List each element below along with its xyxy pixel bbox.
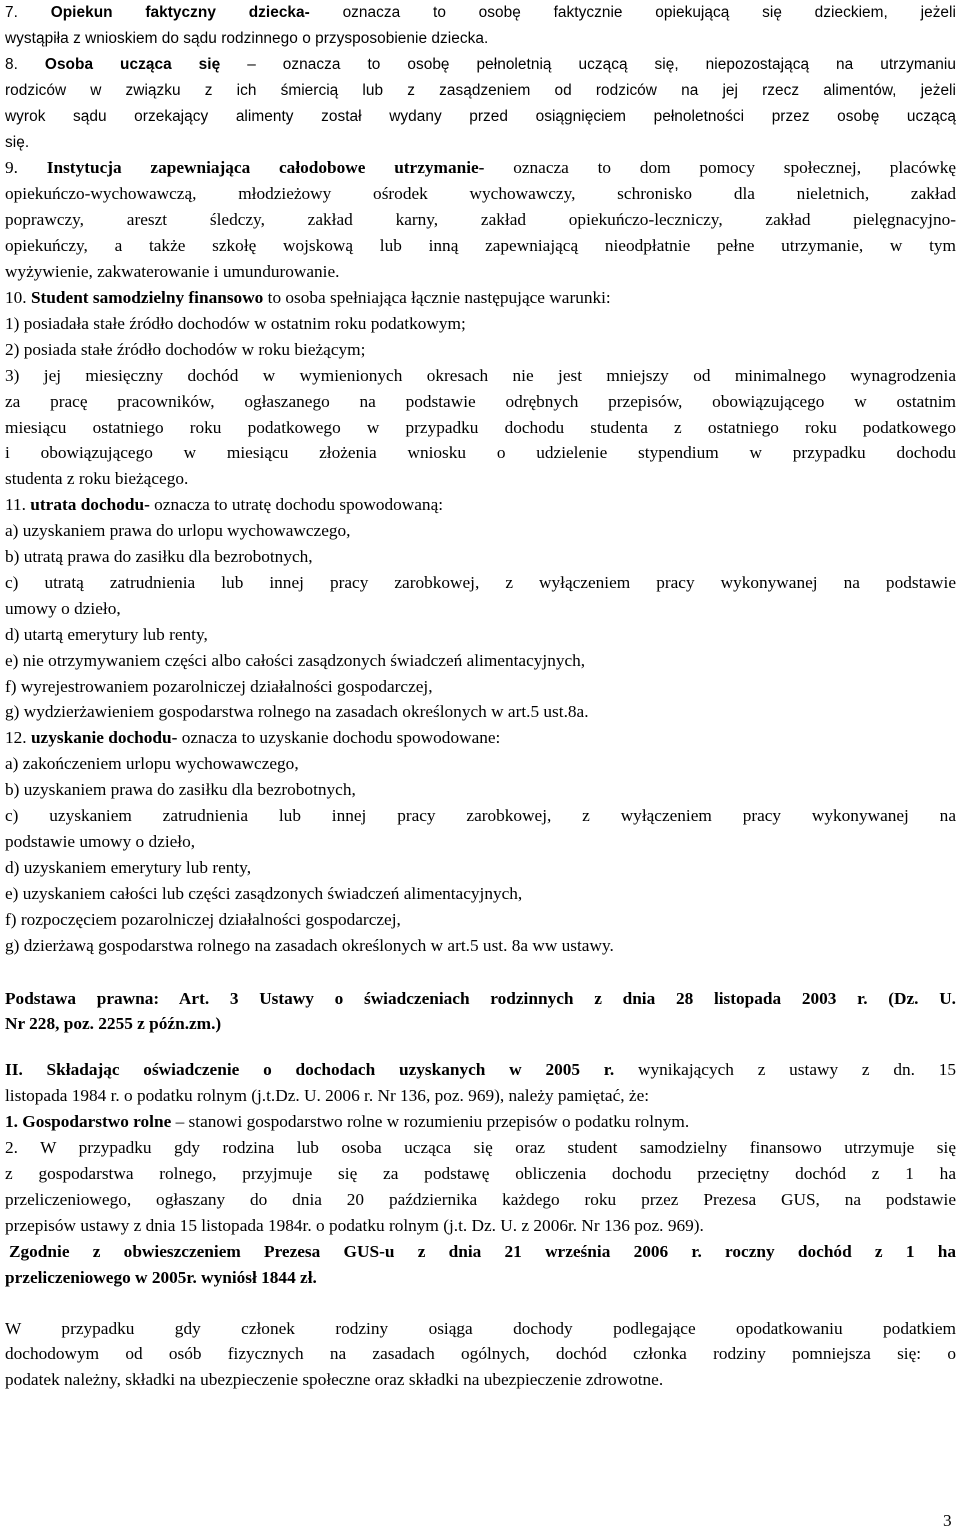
- list-item-g: g) dzierżawą gospodarstwa rolnego na zasadach określonych w art.5 ust. 8a ww ustawy.: [5, 935, 614, 955]
- definition-text: – stanowi gospodarstwo rolne w rozumieniu przepisów o podatku rolnym.: [171, 1112, 690, 1132]
- condition-2: 2) posiada stałe źródło dochodów w roku bieżącym;: [5, 339, 366, 359]
- definition-11: [5, 492, 956, 725]
- final-paragraph-line-1: W przypadku gdy członek rodziny osiąga dochody podlegające opodatkowaniu podatkiem: [5, 1318, 956, 1338]
- definition-8: [5, 52, 956, 156]
- definition-9: [5, 155, 956, 285]
- list-item-b: b) uzyskaniem prawa do zasiłku dla bezrobotnych,: [5, 780, 356, 800]
- final-paragraph-line-2: dochodowym od osób fizycznych na zasadach ogólnych, dochód członka rodziny pomniejsza się: o: [5, 1344, 956, 1364]
- definition-9-line-5: wyżywienie, zakwaterowanie i umundurowanie.: [5, 262, 340, 282]
- item-number: 12.: [5, 728, 27, 748]
- page-number: 3: [943, 1511, 952, 1530]
- definition-text: oznacza to uzyskanie dochodu spowodowane:: [177, 728, 501, 748]
- defined-term: utrata dochodu-: [30, 495, 150, 515]
- list-item-e: e) nie otrzymywaniem części albo całości zasądzonych świadczeń alimentacyjnych,: [5, 650, 586, 670]
- list-item-a: a) zakończeniem urlopu wychowawczego,: [5, 754, 299, 774]
- final-paragraph-line-3: podatek należny, składki na ubezpieczenie społeczne oraz składki na ubezpieczenie zdrowotne.: [5, 1370, 664, 1390]
- final-paragraph: [5, 1316, 956, 1394]
- list-item-c-line-1: c) utratą zatrudnienia lub innej pracy zarobkowej, z wyłączeniem pracy wykonywanej na podstawie: [5, 572, 956, 592]
- condition-3-line-3: miesiącu ostatniego roku podatkowego w przypadku dochodu studenta z ostatniego roku podatkowego: [5, 417, 956, 437]
- section-2-point-2-line-1: 2. W przypadku gdy rodzina lub osoba ucząca się oraz student samodzielny finansowo utrzymuje się: [5, 1138, 956, 1158]
- definition-9-line-1: [5, 155, 956, 181]
- defined-term: Opiekun faktyczny dziecka-: [50, 4, 310, 21]
- list-item-c-line-2: umowy o dzieło,: [5, 598, 121, 618]
- definition-text: oznacza to utratę dochodu spowodowaną:: [149, 495, 444, 515]
- definition-8-line-2: rodziców w związku z ich śmiercią lub z zasądzeniem od rodziców na jej rzecz alimentów, jeżeli: [5, 81, 956, 99]
- definition-text: – oznacza to osobę pełnoletnią uczącą się, niepozostającą na utrzymaniu: [220, 55, 957, 73]
- definition-10-line-1: [5, 285, 956, 311]
- definition-7-line-1: [5, 0, 956, 26]
- definition-text: to osoba spełniająca łącznie następujące warunki:: [263, 287, 611, 307]
- definition-9-line-3: poprawczy, areszt śledczy, zakład karny, zakład opiekuńczo-leczniczy, zakład pielęgnacyjno-: [5, 210, 956, 230]
- section-2-point-1: [5, 1109, 956, 1135]
- gus-notice-line-2: przeliczeniowego w 2005r. wyniósł 1844 zł.: [5, 1267, 317, 1287]
- spacer: [5, 959, 956, 986]
- document-page: [5, 0, 956, 1393]
- item-number: 10.: [5, 287, 27, 307]
- defined-term: Osoba ucząca się: [44, 55, 221, 73]
- list-item-d: d) uzyskaniem emerytury lub renty,: [5, 857, 252, 877]
- item-number: 9.: [5, 158, 18, 178]
- definition-8-line-3: wyrok sądu orzekający alimenty został wydany przed osiągnięciem pełnoletności przez osobę uczącą: [5, 107, 956, 125]
- defined-term: Instytucja zapewniająca całodobowe utrzymanie-: [46, 158, 485, 178]
- defined-term: 1. Gospodarstwo rolne: [5, 1112, 172, 1132]
- condition-3-line-5: studenta z roku bieżącego.: [5, 469, 189, 489]
- definition-text: oznacza to osobę faktycznie opiekującą się dzieckiem, jeżeli: [309, 4, 956, 21]
- list-item-f: f) wyrejestrowaniem pozarolniczej działalności gospodarczej,: [5, 676, 433, 696]
- section-2-heading-line: [5, 1057, 956, 1083]
- defined-term: uzyskanie dochodu-: [30, 728, 178, 748]
- list-item-g: g) wydzierżawieniem gospodarstwa rolnego na zasadach określonych w art.5 ust.8a.: [5, 702, 589, 722]
- list-item-b: b) utratą prawa do zasiłku dla bezrobotnych,: [5, 547, 313, 567]
- list-item-f: f) rozpoczęciem pozarolniczej działalności gospodarczej,: [5, 909, 401, 929]
- section-2-line-2: listopada 1984 r. o podatku rolnym (j.t.Dz. U. 2006 r. Nr 136, poz. 969), należy pamiętać, że:: [5, 1086, 650, 1106]
- section-2-point-2-line-2: z gospodarstwa rolnego, przyjmuje się za podstawę obliczenia dochodu przeciętny dochód z 1 ha: [5, 1163, 956, 1183]
- definition-8-line-1: [5, 52, 956, 78]
- definition-text: oznacza to dom pomocy społecznej, placówkę: [484, 158, 956, 178]
- item-number: 11.: [5, 495, 26, 515]
- condition-1: 1) posiadała stałe źródło dochodów w ostatnim roku podatkowym;: [5, 313, 466, 333]
- item-number: 8.: [5, 55, 18, 73]
- section-2-point-2-line-3: przeliczeniowego, ogłaszany do dnia 20 października każdego roku przez Prezesa GUS, na podstawie: [5, 1189, 956, 1209]
- legal-basis-line-2: Nr 228, poz. 2255 z późn.zm.): [5, 1014, 222, 1034]
- definition-11-line-1: [5, 492, 956, 518]
- condition-3-line-1: 3) jej miesięczny dochód w wymienionych okresach nie jest mniejszy od minimalnego wynagrodzenia: [5, 365, 956, 385]
- section-heading-rest: wynikających z ustawy z dn. 15: [614, 1060, 956, 1080]
- item-number: 7.: [5, 4, 18, 21]
- definition-12: [5, 725, 956, 958]
- list-item-e: e) uzyskaniem całości lub części zasądzonych świadczeń alimentacyjnych,: [5, 883, 523, 903]
- list-item-d: d) utartą emerytury lub renty,: [5, 624, 208, 644]
- definition-8-line-4: się.: [5, 133, 30, 151]
- gus-notice-line-1: Zgodnie z obwieszczeniem Prezesa GUS-u z dnia 21 września 2006 r. roczny dochód z 1 ha: [9, 1241, 956, 1261]
- spacer: [5, 1291, 956, 1316]
- definition-9-line-2: opiekuńczo-wychowawczą, młodzieżowy ośrodek wychowawczy, schronisko dla nieletnich, zakład: [5, 184, 956, 204]
- definition-12-line-1: [5, 725, 956, 751]
- section-heading: II. Składając oświadczenie o dochodach uzyskanych w 2005 r.: [5, 1060, 615, 1080]
- legal-basis-line-1: Podstawa prawna: Art. 3 Ustawy o świadczeniach rodzinnych z dnia 28 listopada 2003 r. (Dz. U.: [5, 988, 956, 1008]
- defined-term: Student samodzielny finansowo: [30, 287, 264, 307]
- spacer: [5, 1037, 956, 1057]
- section-2-point-2-line-4: przepisów ustawy z dnia 15 listopada 1984r. o podatku rolnym (j.t. Dz. U. z 2006r. Nr 136 poz. 969).: [5, 1215, 704, 1235]
- list-item-c-line-1: c) uzyskaniem zatrudnienia lub innej pracy zarobkowej, z wyłączeniem pracy wykonywanej na: [5, 806, 956, 826]
- definition-7: [5, 0, 956, 52]
- definition-7-line-2: wystąpiła z wnioskiem do sądu rodzinnego o przysposobienie dziecka.: [5, 29, 489, 47]
- condition-3-line-4: i obowiązującego w miesiącu złożenia wniosku o udzielenie stypendium w przypadku dochodu: [5, 443, 956, 463]
- legal-basis: [5, 986, 956, 1038]
- definition-10: [5, 285, 956, 492]
- list-item-c-line-2: podstawie umowy o dzieło,: [5, 832, 196, 851]
- condition-3-line-2: za pracę pracowników, ogłaszanego na podstawie odrębnych przepisów, obowiązującego w ostatnim: [5, 391, 956, 411]
- list-item-a: a) uzyskaniem prawa do urlopu wychowawczego,: [5, 521, 351, 541]
- definition-9-line-4: opiekuńczy, a także szkołę wojskową lub inną zapewniającą nieodpłatnie pełne utrzymanie, w tym: [5, 236, 956, 256]
- section-2: [5, 1057, 956, 1290]
